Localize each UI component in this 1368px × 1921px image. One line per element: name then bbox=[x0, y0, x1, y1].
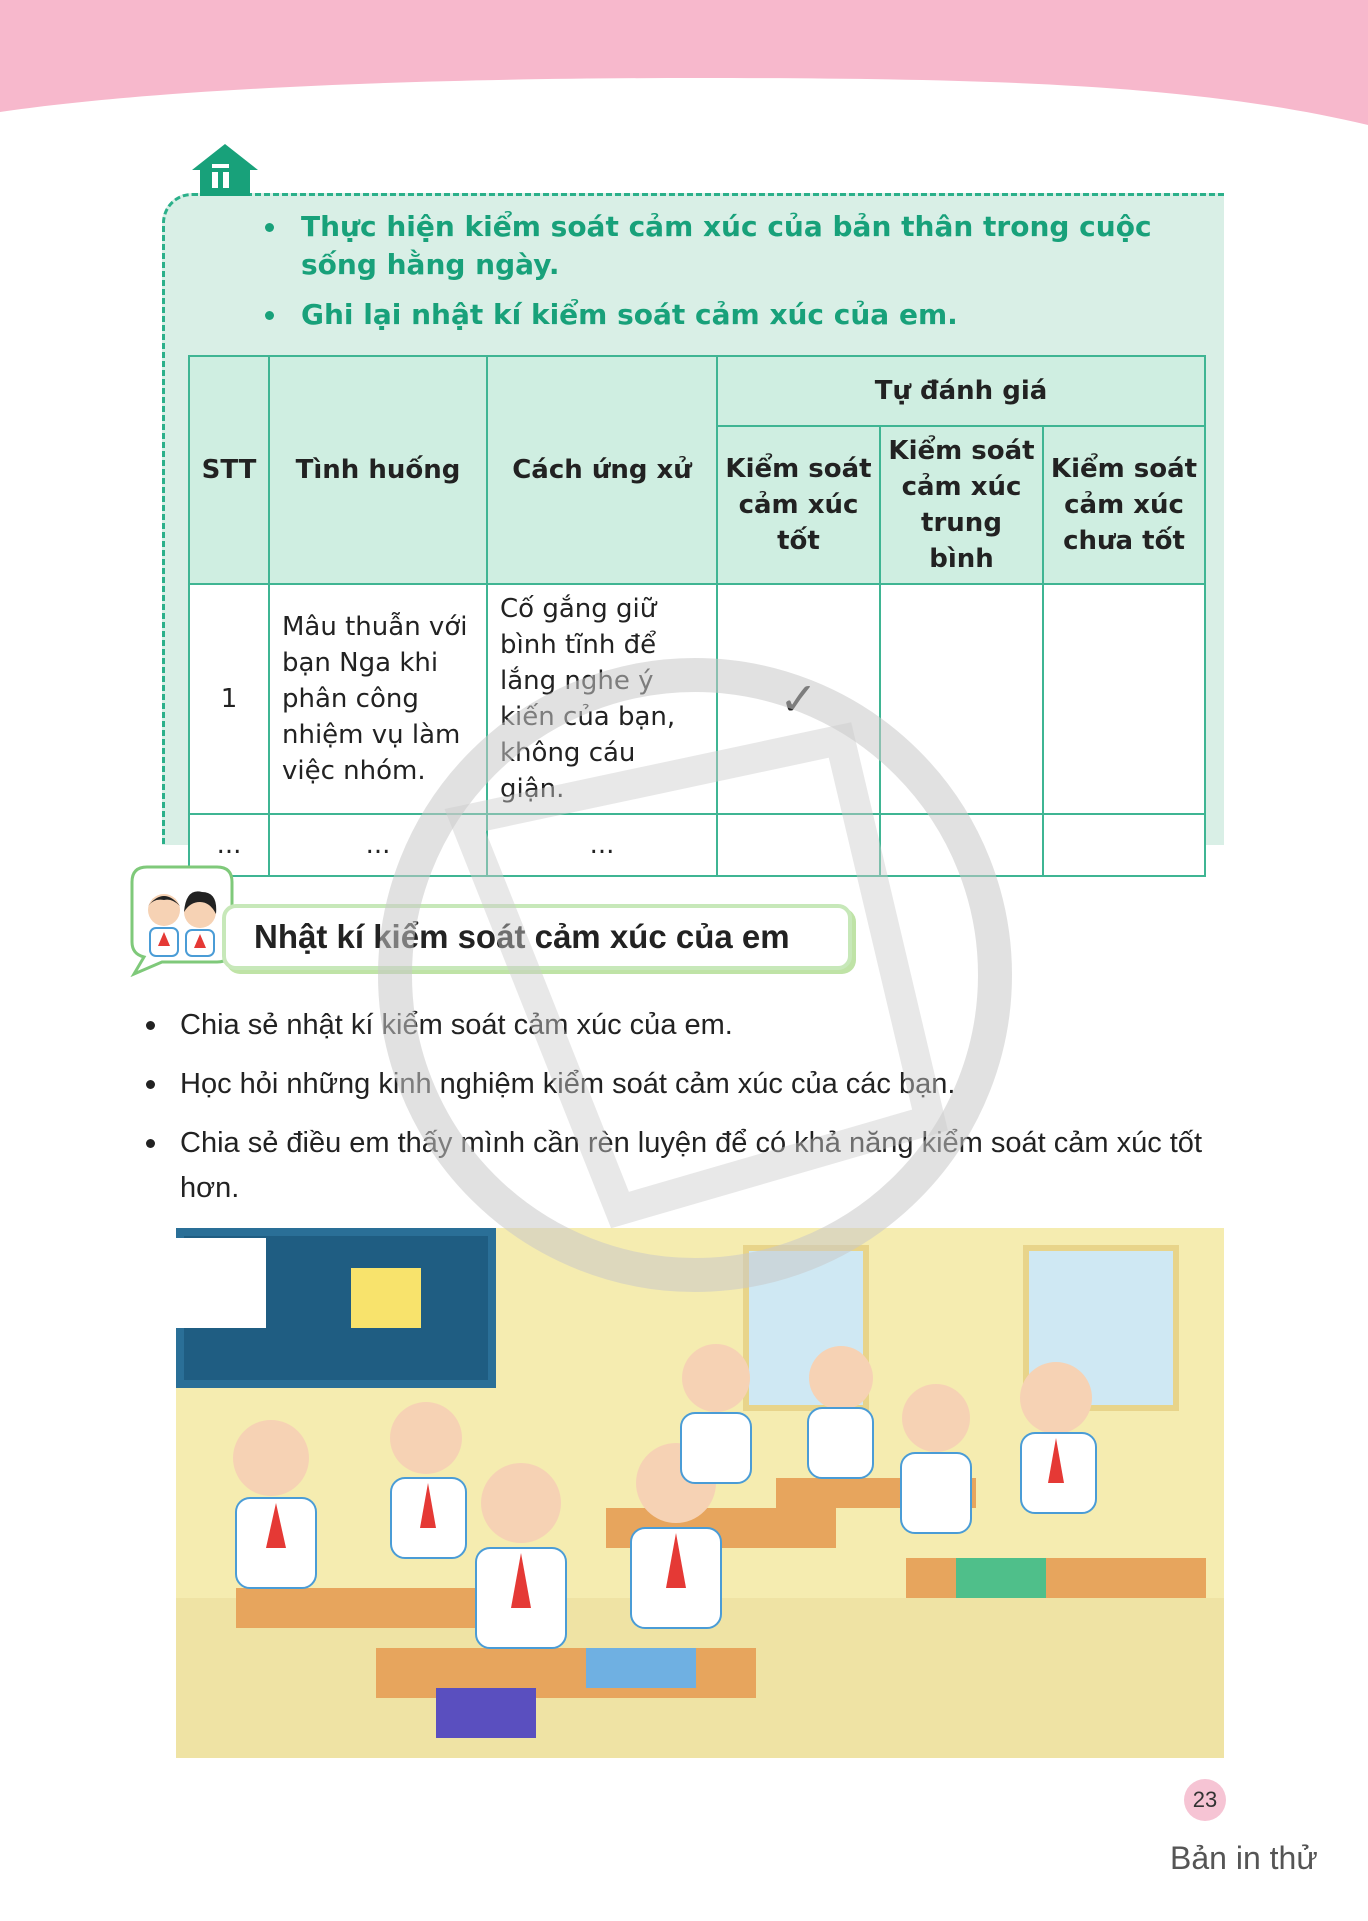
cell-behavior: ... bbox=[487, 814, 717, 876]
emotion-diary-table bbox=[188, 355, 1206, 877]
proof-label: Bản in thử bbox=[1170, 1840, 1318, 1876]
cell-situation: Mâu thuẫn với bạn Nga khi phân công nhiệm vụ làm việc nhóm. bbox=[269, 584, 487, 814]
header-stt: STT bbox=[189, 356, 269, 584]
cell-stt: ... bbox=[189, 814, 269, 876]
header-good: Kiểm soát cảm xúc tốt bbox=[717, 426, 880, 584]
share-item: Chia sẻ nhật kí kiểm soát cảm xúc của em. bbox=[140, 1003, 1240, 1048]
header-not-good: Kiểm soát cảm xúc chưa tốt bbox=[1043, 426, 1205, 584]
cell-average bbox=[880, 584, 1043, 814]
task-item: Thực hiện kiểm soát cảm xúc của bản thân trong cuộc sống hằng ngày. bbox=[265, 208, 1185, 284]
header-average: Kiểm soát cảm xúc trung bình bbox=[880, 426, 1043, 584]
table-row bbox=[189, 584, 1205, 814]
section-header bbox=[122, 862, 862, 982]
kids-speech-bubble-icon bbox=[122, 862, 237, 977]
share-item: Học hỏi những kinh nghiệm kiểm soát cảm xúc của các bạn. bbox=[140, 1062, 1240, 1107]
section-title-bar bbox=[222, 904, 852, 970]
header-situation: Tình huống bbox=[269, 356, 487, 584]
home-icon bbox=[190, 142, 260, 198]
share-list bbox=[140, 1003, 1240, 1225]
check-icon: ✓ bbox=[717, 584, 880, 814]
header-self-assessment: Tự đánh giá bbox=[717, 356, 1205, 426]
cell-situation: ... bbox=[269, 814, 487, 876]
header-behavior: Cách ứng xử bbox=[487, 356, 717, 584]
top-pink-band bbox=[0, 0, 1368, 130]
cell-behavior: Cố gắng giữ bình tĩnh để lắng nghe ý kiến của bạn, không cáu giận. bbox=[487, 584, 717, 814]
cell-average bbox=[880, 814, 1043, 876]
cell-not-good bbox=[1043, 814, 1205, 876]
share-item: Chia sẻ điều em thấy mình cần rèn luyện để có khả năng kiểm soát cảm xúc tốt hơn. bbox=[140, 1121, 1240, 1211]
cell-stt: 1 bbox=[189, 584, 269, 814]
classroom-illustration bbox=[176, 1228, 1224, 1758]
task-item: Ghi lại nhật kí kiểm soát cảm xúc của em. bbox=[265, 296, 1185, 334]
page-number: 23 bbox=[1184, 1779, 1226, 1821]
task-list bbox=[265, 208, 1185, 346]
section-title: Nhật kí kiểm soát cảm xúc của em bbox=[254, 918, 790, 955]
cell-not-good bbox=[1043, 584, 1205, 814]
